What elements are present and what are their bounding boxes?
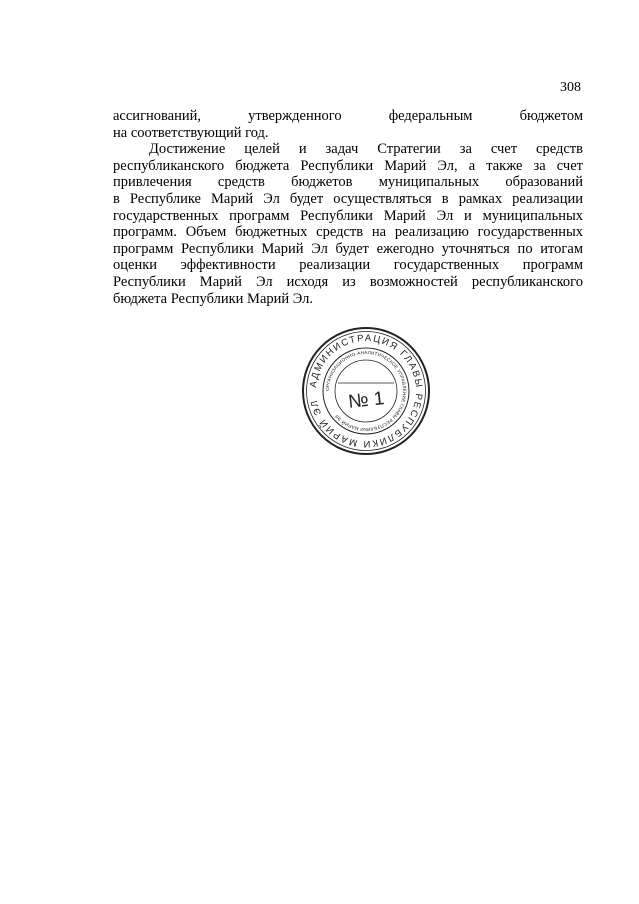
page-number: 308 — [560, 80, 581, 95]
text-line: Достижение целей и задач Стратегии за счет средств — [149, 141, 583, 158]
text-line: государственных программ Республики Марий Эл и муниципальных — [113, 207, 583, 224]
text-line: в Республике Марий Эл будет осуществляться в рамках реализации — [113, 190, 583, 207]
text-line: бюджета Республики Марий Эл. — [113, 290, 314, 307]
seal-inner-text: ОРГАНИЗАЦИОННО-АНАЛИТИЧЕСКОЕ УПРАВЛЕНИЕ ГЛАВЫ РЕСПУБЛИКИ МАРИЙ ЭЛ — [324, 349, 408, 433]
body-text — [113, 108, 583, 307]
seal-number: № 1 — [347, 388, 386, 413]
text-line: на соответствующий год. — [113, 124, 269, 141]
text-line: программ. Объем бюджетных средств на реализацию государственных — [113, 224, 583, 241]
official-seal — [300, 325, 432, 457]
text-line: оценки эффективности реализации государственных программ — [113, 257, 583, 274]
text-line: Республики Марий Эл исходя из возможностей республиканского — [113, 273, 583, 290]
text-line: республиканского бюджета Республики Марий Эл, а также за счет — [113, 157, 583, 174]
text-line: ассигнований, утвержденного федеральным бюджетом — [113, 108, 583, 124]
text-line: привлечения средств бюджетов муниципальных образований — [113, 174, 583, 191]
text-line: программ Республики Марий Эл будет ежегодно уточняться по итогам — [113, 240, 583, 257]
seal-outer-text: АДМИНИСТРАЦИЯ ГЛАВЫ РЕСПУБЛИКИ МАРИЙ ЭЛ — [308, 332, 425, 450]
